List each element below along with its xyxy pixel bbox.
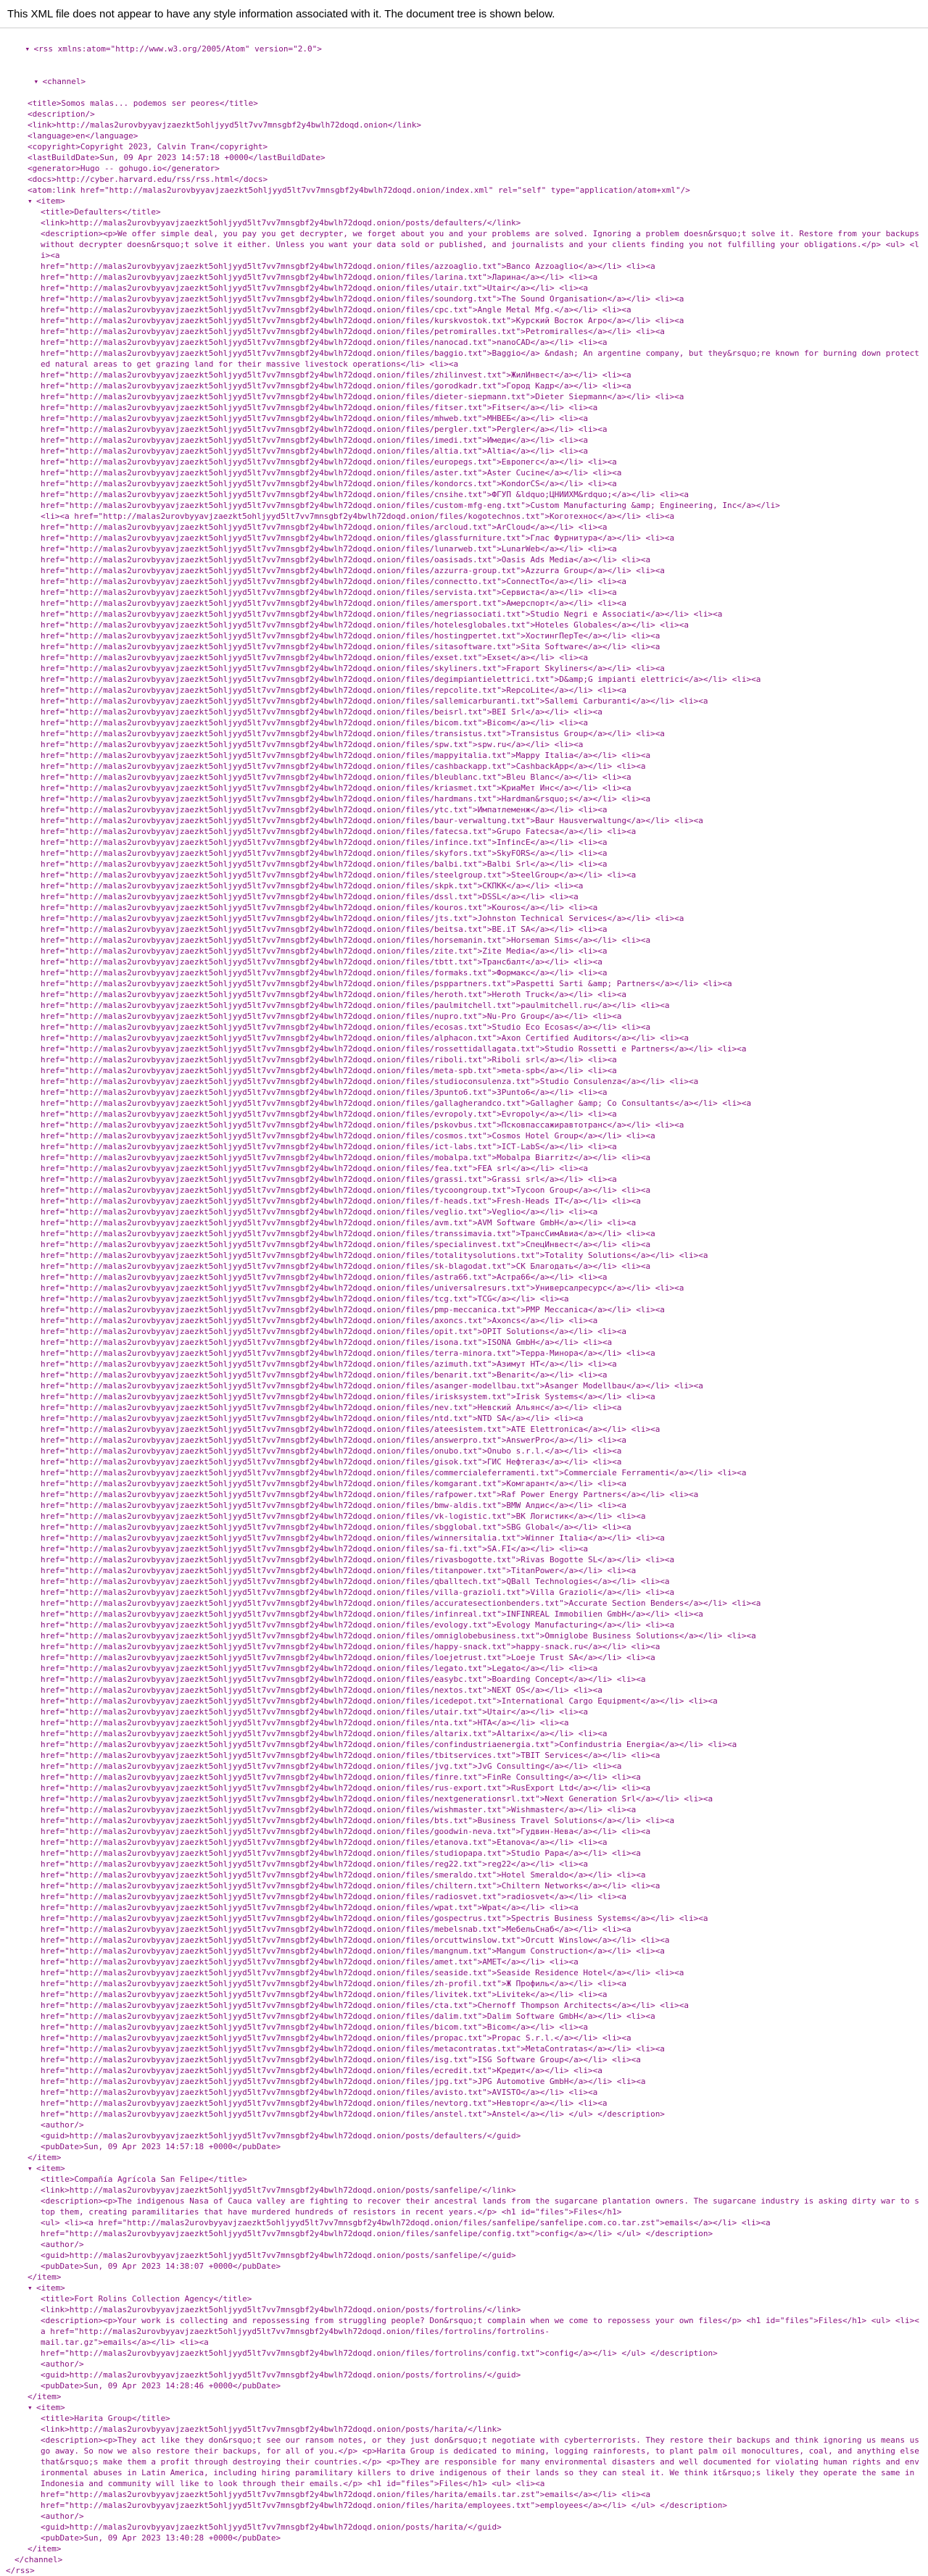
- collapse-toggle-icon[interactable]: ▾: [33, 77, 39, 86]
- description-line: href="http://malas2urovbyyavjzaezkt5ohljyyd5lt7vv7mnsgbf2y4bwlh72doqd.onion/files/skpk.txt">СКПКК</a></li> <li><a: [41, 881, 584, 891]
- description-line: href="http://malas2urovbyyavjzaezkt5ohljyyd5lt7vv7mnsgbf2y4bwlh72doqd.onion/files/answerpro.txt">AnswerPro</a></li> <li><a: [41, 1435, 626, 1445]
- description-line: href="http://malas2urovbyyavjzaezkt5ohljyyd5lt7vv7mnsgbf2y4bwlh72doqd.onion/files/nupro.txt">Nu-Pro Group</a></li> <li><a: [41, 1012, 622, 1021]
- description-line: href="http://malas2urovbyyavjzaezkt5ohljyyd5lt7vv7mnsgbf2y4bwlh72doqd.onion/files/mobalpa.txt">Mobalpa Biarritz</a></li> <li><a: [41, 1153, 651, 1162]
- description-line: href="http://malas2urovbyyavjzaezkt5ohljyyd5lt7vv7mnsgbf2y4bwlh72doqd.onion/files/isg.txt">ISG Software Group</a></li> <li><a: [41, 2055, 641, 2064]
- description-line: href="http://malas2urovbyyavjzaezkt5ohljyyd5lt7vv7mnsgbf2y4bwlh72doqd.onion/files/kriasmet.txt">КриаМет Инс</a></li> <li><a: [41, 783, 631, 793]
- description-line: href="http://malas2urovbyyavjzaezkt5ohljyyd5lt7vv7mnsgbf2y4bwlh72doqd.onion/files/dieter-siepmann.txt">Dieter Siepmann</a></li> <li><a: [41, 392, 684, 401]
- description-line: href="http://malas2urovbyyavjzaezkt5ohljyyd5lt7vv7mnsgbf2y4bwlh72doqd.onion/files/seaside.txt">Seaside Residence Hotel</a></li> <li><a: [41, 1968, 684, 1977]
- channel-copyright: <copyright>Copyright 2023, Calvin Tran</copyright>: [28, 142, 268, 151]
- description-line: href="http://malas2urovbyyavjzaezkt5ohljyyd5lt7vv7mnsgbf2y4bwlh72doqd.onion/files/infinreal.txt">INFINREAL Immobilien GmbH</a></li> <li><a: [41, 1609, 703, 1619]
- item-description: [41, 228, 922, 2119]
- description-line: href="http://malas2urovbyyavjzaezkt5ohljyyd5lt7vv7mnsgbf2y4bwlh72doqd.onion/files/kouros.txt">Kouros</a></li> <li><a: [41, 903, 598, 912]
- description-line: href="http://malas2urovbyyavjzaezkt5ohljyyd5lt7vv7mnsgbf2y4bwlh72doqd.onion/files/avisto.txt">AVISTO</a></li> <li><a: [41, 2088, 598, 2097]
- description-line: href="http://malas2urovbyyavjzaezkt5ohljyyd5lt7vv7mnsgbf2y4bwlh72doqd.onion/files/harita/employees.txt">employees</a></li> </ul> </description>: [41, 2501, 728, 2510]
- description-line: href="http://malas2urovbyyavjzaezkt5ohljyyd5lt7vv7mnsgbf2y4bwlh72doqd.onion/files/reg22.txt">reg22</a></li> <li><a: [41, 1859, 588, 1869]
- item-open-tag: <item>: [36, 2283, 65, 2293]
- description-line: href="http://malas2urovbyyavjzaezkt5ohljyyd5lt7vv7mnsgbf2y4bwlh72doqd.onion/files/spw.txt">spw.ru</a></li> <li><a: [41, 740, 584, 749]
- feed-item: [6, 2163, 922, 2283]
- description-line: href="http://malas2urovbyyavjzaezkt5ohljyyd5lt7vv7mnsgbf2y4bwlh72doqd.onion/files/tcg.txt">TCG</a></li> <li><a: [41, 1294, 569, 1304]
- description-line: href="http://malas2urovbyyavjzaezkt5ohljyyd5lt7vv7mnsgbf2y4bwlh72doqd.onion/files/tbitservices.txt">TBIT Services</a></li> <li><a: [41, 1751, 660, 1760]
- description-line: href="http://malas2urovbyyavjzaezkt5ohljyyd5lt7vv7mnsgbf2y4bwlh72doqd.onion/files/lunarweb.txt">LunarWeb</a></li> <li><a: [41, 544, 617, 554]
- description-line: href="http://malas2urovbyyavjzaezkt5ohljyyd5lt7vv7mnsgbf2y4bwlh72doqd.onion/files/cashbackapp.txt">CashbackApp</a></li> <li><a: [41, 762, 646, 771]
- items-container: [6, 196, 922, 2554]
- description-line: href="http://malas2urovbyyavjzaezkt5ohljyyd5lt7vv7mnsgbf2y4bwlh72doqd.onion/files/cpc.txt">Angle Metal Mfg.</a></li> <li><a: [41, 305, 631, 314]
- description-line: href="http://malas2urovbyyavjzaezkt5ohljyyd5lt7vv7mnsgbf2y4bwlh72doqd.onion/files/bleublanc.txt">Bleu Blanc</a></li> <li><a: [41, 772, 631, 782]
- description-line: href="http://malas2urovbyyavjzaezkt5ohljyyd5lt7vv7mnsgbf2y4bwlh72doqd.onion/files/petromiralles.txt">Petromiralles</a></li> <li><a: [41, 327, 665, 336]
- description-line: href="http://malas2urovbyyavjzaezkt5ohljyyd5lt7vv7mnsgbf2y4bwlh72doqd.onion/files/exset.txt">Exset</a></li> <li><a: [41, 653, 588, 662]
- description-line: href="http://malas2urovbyyavjzaezkt5ohljyyd5lt7vv7mnsgbf2y4bwlh72doqd.onion/files/ateesistem.txt">ATE Elettronica</a></li> <li><a: [41, 1425, 660, 1434]
- description-line: href="http://malas2urovbyyavjzaezkt5ohljyyd5lt7vv7mnsgbf2y4bwlh72doqd.onion/files/wishmaster.txt">Wishmaster</a></li> <li><a: [41, 1805, 637, 1814]
- description-line: href="http://malas2urovbyyavjzaezkt5ohljyyd5lt7vv7mnsgbf2y4bwlh72doqd.onion/files/riboli.txt">Riboli srl</a></li> <li><a: [41, 1055, 617, 1064]
- collapse-toggle-icon[interactable]: ▾: [28, 2164, 33, 2173]
- description-line: href="http://malas2urovbyyavjzaezkt5ohljyyd5lt7vv7mnsgbf2y4bwlh72doqd.onion/files/studiopapa.txt">Studio Papa</a></li> <li><a: [41, 1848, 641, 1858]
- item-title: <title>Fort Rolins Collection Agency</title>: [41, 2294, 252, 2304]
- description-line: href="http://malas2urovbyyavjzaezkt5ohljyyd5lt7vv7mnsgbf2y4bwlh72doqd.onion/files/opit.txt">OPIT Solutions</a></li> <li><a: [41, 1327, 626, 1336]
- item-open-line[interactable]: [28, 2283, 922, 2293]
- description-line: href="http://malas2urovbyyavjzaezkt5ohljyyd5lt7vv7mnsgbf2y4bwlh72doqd.onion/files/mebelsnab.txt">МебельСнаб</a></li> <li><a: [41, 1925, 631, 1934]
- description-line: href="http://malas2urovbyyavjzaezkt5ohljyyd5lt7vv7mnsgbf2y4bwlh72doqd.onion/files/specialinvest.txt">СпецИнвест</a></li> <li><a: [41, 1240, 651, 1249]
- description-line: href="http://malas2urovbyyavjzaezkt5ohljyyd5lt7vv7mnsgbf2y4bwlh72doqd.onion/files/happy-snack.txt">happy-snack.ru</a></li> <li><a: [41, 1642, 660, 1651]
- description-line: href="http://malas2urovbyyavjzaezkt5ohljyyd5lt7vv7mnsgbf2y4bwlh72doqd.onion/files/dalim.txt">Dalim Software GmbH</a></li> <li><a: [41, 2012, 655, 2021]
- item-pub-date: <pubDate>Sun, 09 Apr 2023 13:40:28 +0000</pubDate>: [41, 2533, 281, 2543]
- description-line: <li><a href="http://malas2urovbyyavjzaezkt5ohljyyd5lt7vv7mnsgbf2y4bwlh72doqd.onion/files/kogotechnos.txt">Коготехнос</a></li> <li><a: [41, 512, 675, 521]
- description-line: href="http://malas2urovbyyavjzaezkt5ohljyyd5lt7vv7mnsgbf2y4bwlh72doqd.onion/files/horsemanin.txt">Horseman Sims</a></li> <li><a: [41, 935, 651, 945]
- rss-open-tag: <rss xmlns:atom="http://www.w3.org/2005/Atom" version="2.0">: [33, 44, 322, 54]
- item-title: <title>Harita Group</title>: [41, 2414, 170, 2423]
- description-line: href="http://malas2urovbyyavjzaezkt5ohljyyd5lt7vv7mnsgbf2y4bwlh72doqd.onion/files/irisksystem.txt">Irisk Systems</a></li> <li><a: [41, 1392, 655, 1401]
- description-line: href="http://malas2urovbyyavjzaezkt5ohljyyd5lt7vv7mnsgbf2y4bwlh72doqd.onion/files/cosmos.txt">Cosmos Hotel Group</a></li> <li><a: [41, 1131, 655, 1141]
- description-line: href="http://malas2urovbyyavjzaezkt5ohljyyd5lt7vv7mnsgbf2y4bwlh72doqd.onion/files/smeraldo.txt">Hotel Smeraldo</a></li> <li><a: [41, 1870, 646, 1880]
- description-line: href="http://malas2urovbyyavjzaezkt5ohljyyd5lt7vv7mnsgbf2y4bwlh72doqd.onion/files/formaks.txt">Формакс</a></li> <li><a: [41, 968, 608, 978]
- description-line: href="http://malas2urovbyyavjzaezkt5ohljyyd5lt7vv7mnsgbf2y4bwlh72doqd.onion/files/pergler.txt">Pergler</a></li> <li><a: [41, 425, 608, 434]
- description-line: href="http://malas2urovbyyavjzaezkt5ohljyyd5lt7vv7mnsgbf2y4bwlh72doqd.onion/files/mangnum.txt">Mangum Construction</a></li> <li><a: [41, 1946, 665, 1956]
- description-line: href="http://malas2urovbyyavjzaezkt5ohljyyd5lt7vv7mnsgbf2y4bwlh72doqd.onion/files/nevtorg.txt">Невторг</a></li> <li><a: [41, 2098, 608, 2108]
- description-line: href="http://malas2urovbyyavjzaezkt5ohljyyd5lt7vv7mnsgbf2y4bwlh72doqd.onion/files/custom-mfg-eng.txt">Custom Manufacturing &amp; Engineering, Inc</a></li>: [41, 501, 780, 510]
- xml-document-tree: [0, 28, 928, 2576]
- description-line: href="http://malas2urovbyyavjzaezkt5ohljyyd5lt7vv7mnsgbf2y4bwlh72doqd.onion/files/heroth.txt">Heroth Truck</a></li> <li><a: [41, 990, 626, 999]
- description-line: href="http://malas2urovbyyavjzaezkt5ohljyyd5lt7vv7mnsgbf2y4bwlh72doqd.onion/files/psppartners.txt">Paspetti Sarti &amp; Partners</a></li> <li><a: [41, 979, 732, 988]
- description-line: href="http://malas2urovbyyavjzaezkt5ohljyyd5lt7vv7mnsgbf2y4bwlh72doqd.onion/files/icedepot.txt">International Cargo Equipment</a></li> <li><a: [41, 1696, 718, 1706]
- description-line: href="http://malas2urovbyyavjzaezkt5ohljyyd5lt7vv7mnsgbf2y4bwlh72doqd.onion/files/studioconsulenza.txt">Studio Consulenza</a></li> <li><a: [41, 1077, 699, 1086]
- description-line: href="http://malas2urovbyyavjzaezkt5ohljyyd5lt7vv7mnsgbf2y4bwlh72doqd.onion/files/qballtech.txt">QBall Technologies</a></li> <li><a: [41, 1577, 670, 1586]
- description-line: href="http://malas2urovbyyavjzaezkt5ohljyyd5lt7vv7mnsgbf2y4bwlh72doqd.onion/files/ntd.txt">NTD SA</a></li> <li><a: [41, 1414, 584, 1423]
- item-open-tag: <item>: [36, 2164, 65, 2173]
- channel-close-tag: </channel>: [14, 2555, 63, 2564]
- description-line: href="http://malas2urovbyyavjzaezkt5ohljyyd5lt7vv7mnsgbf2y4bwlh72doqd.onion/files/jpg.txt">JPG Automotive GmbH</a></li> <li><a: [41, 2077, 646, 2086]
- description-line: href="http://malas2urovbyyavjzaezkt5ohljyyd5lt7vv7mnsgbf2y4bwlh72doqd.onion/files/infince.txt">InfincE</a></li> <li><a: [41, 838, 608, 847]
- description-line: href="http://malas2urovbyyavjzaezkt5ohljyyd5lt7vv7mnsgbf2y4bwlh72doqd.onion/files/larina.txt">Ларина</a></li> <li><a: [41, 272, 598, 282]
- item-guid: <guid>http://malas2urovbyyavjzaezkt5ohljyyd5lt7vv7mnsgbf2y4bwlh72doqd.onion/posts/sanfelipe/</guid>: [41, 2251, 516, 2260]
- description-line: href="http://malas2urovbyyavjzaezkt5ohljyyd5lt7vv7mnsgbf2y4bwlh72doqd.onion/files/f-heads.txt">Fresh-Heads IT</a></li> <li><a: [41, 1196, 641, 1206]
- item-author: <author/>: [41, 2240, 84, 2249]
- description-line: href="http://malas2urovbyyavjzaezkt5ohljyyd5lt7vv7mnsgbf2y4bwlh72doqd.onion/files/totalitysolutions.txt">Totality Solutions</a></li> <li><a: [41, 1251, 708, 1260]
- description-line: href="http://malas2urovbyyavjzaezkt5ohljyyd5lt7vv7mnsgbf2y4bwlh72doqd.onion/files/tbtt.txt">Трансбалт</a></li> <li><a: [41, 957, 602, 967]
- description-line: href="http://malas2urovbyyavjzaezkt5ohljyyd5lt7vv7mnsgbf2y4bwlh72doqd.onion/files/evropoly.txt">Evropoly</a></li> <li><a: [41, 1109, 617, 1119]
- description-line: href="http://malas2urovbyyavjzaezkt5ohljyyd5lt7vv7mnsgbf2y4bwlh72doqd.onion/files/baggio.txt">Baggio</a> &ndash; An argentine company, but they&rsquo;re known for burning down protected natural areas to get grazing land for their massive livestock operations</li> <li><a: [41, 349, 919, 369]
- channel-link: <link>http://malas2urovbyyavjzaezkt5ohljyyd5lt7vv7mnsgbf2y4bwlh72doqd.onion</link>: [28, 120, 422, 130]
- description-line: href="http://malas2urovbyyavjzaezkt5ohljyyd5lt7vv7mnsgbf2y4bwlh72doqd.onion/files/rafpower.txt">Raf Power Energy Partners</a></li> <li><a: [41, 1490, 699, 1499]
- description-line: href="http://malas2urovbyyavjzaezkt5ohljyyd5lt7vv7mnsgbf2y4bwlh72doqd.onion/files/grassi.txt">Grassi srl</a></li> <li><a: [41, 1175, 617, 1184]
- description-line: href="http://malas2urovbyyavjzaezkt5ohljyyd5lt7vv7mnsgbf2y4bwlh72doqd.onion/files/livitek.txt">Livitek</a></li> <li><a: [41, 1990, 608, 1999]
- description-line: href="http://malas2urovbyyavjzaezkt5ohljyyd5lt7vv7mnsgbf2y4bwlh72doqd.onion/files/hostingpertet.txt">ХостингПерТе</a></li> <li><a: [41, 631, 660, 641]
- description-line: href="http://malas2urovbyyavjzaezkt5ohljyyd5lt7vv7mnsgbf2y4bwlh72doqd.onion/files/hardmans.txt">Hardman&rsquo;s</a></li> <li><a: [41, 794, 651, 804]
- description-line: <description><p>Your work is collecting and repossessing from struggling people? Don&rsquo;t complain when we come to repossess your own files</p> <h1 id="files">Files</h1> <ul> <li><a href="http://malas2urovbyyavjzaezkt5ohljyyd5lt7vv7mnsgbf2y4bwlh72doqd.onion/files/fortrolins/fortrolins-: [41, 2316, 919, 2336]
- description-line: href="http://malas2urovbyyavjzaezkt5ohljyyd5lt7vv7mnsgbf2y4bwlh72doqd.onion/files/beisrl.txt">BEI Srl</a></li> <li><a: [41, 707, 602, 717]
- description-line: href="http://malas2urovbyyavjzaezkt5ohljyyd5lt7vv7mnsgbf2y4bwlh72doqd.onion/files/rus-export.txt">RusExport Ltd</a></li> <li><a: [41, 1783, 651, 1793]
- description-line: href="http://malas2urovbyyavjzaezkt5ohljyyd5lt7vv7mnsgbf2y4bwlh72doqd.onion/files/zite.txt">Zite Media</a></li> <li><a: [41, 946, 608, 956]
- item-description: [41, 2196, 922, 2239]
- channel-description: <description/>: [28, 109, 95, 119]
- description-line: href="http://malas2urovbyyavjzaezkt5ohljyyd5lt7vv7mnsgbf2y4bwlh72doqd.onion/files/isona.txt">ISONA GmbH</a></li> <li><a: [41, 1338, 613, 1347]
- description-line: href="http://malas2urovbyyavjzaezkt5ohljyyd5lt7vv7mnsgbf2y4bwlh72doqd.onion/files/imedi.txt">Имеди</a></li> <li><a: [41, 435, 588, 445]
- description-line: href="http://malas2urovbyyavjzaezkt5ohljyyd5lt7vv7mnsgbf2y4bwlh72doqd.onion/files/ict-labs.txt">ICT-LabS</a></li> <li><a: [41, 1142, 617, 1151]
- item-close-tag: </item>: [28, 2272, 62, 2282]
- description-line: href="http://malas2urovbyyavjzaezkt5ohljyyd5lt7vv7mnsgbf2y4bwlh72doqd.onion/files/utair.txt">Utair</a></li> <li><a: [41, 283, 588, 293]
- description-line: href="http://malas2urovbyyavjzaezkt5ohljyyd5lt7vv7mnsgbf2y4bwlh72doqd.onion/files/finre.txt">FinRe Consulting</a></li> <li><a: [41, 1772, 641, 1782]
- item-pub-date: <pubDate>Sun, 09 Apr 2023 14:57:18 +0000</pubDate>: [41, 2142, 281, 2151]
- description-line: href="http://malas2urovbyyavjzaezkt5ohljyyd5lt7vv7mnsgbf2y4bwlh72doqd.onion/files/bmw-aldis.txt">BMW Алдис</a></li> <li><a: [41, 1501, 626, 1510]
- description-line: href="http://malas2urovbyyavjzaezkt5ohljyyd5lt7vv7mnsgbf2y4bwlh72doqd.onion/files/amet.txt">AMET</a></li> <li><a: [41, 1957, 579, 1967]
- description-line: href="http://malas2urovbyyavjzaezkt5ohljyyd5lt7vv7mnsgbf2y4bwlh72doqd.onion/files/nta.txt">НТА</a></li> <li><a: [41, 1718, 569, 1727]
- item-open-line[interactable]: [28, 196, 922, 207]
- channel-open-tag: <channel>: [42, 77, 86, 86]
- description-line: <description><p>We offer simple deal, you pay you get decrypter, we forget about you and your problems are solved. Ignoring a problem doesn&rsquo;t solve it. Restore from your backups without decrypter doesn&rsquo;t solve it either. Unless you want your data sold or published, and journalists and your clients finding you not fulfilling your obligations.</p> <ul> <li><a: [41, 229, 924, 260]
- description-line: href="http://malas2urovbyyavjzaezkt5ohljyyd5lt7vv7mnsgbf2y4bwlh72doqd.onion/files/ecredit.txt">Кредит</a></li> <li><a: [41, 2066, 602, 2075]
- item-title: <title>Compañía Agrícola San Felipe</title>: [41, 2175, 247, 2184]
- item-guid: <guid>http://malas2urovbyyavjzaezkt5ohljyyd5lt7vv7mnsgbf2y4bwlh72doqd.onion/posts/harita/</guid>: [41, 2522, 502, 2532]
- description-line: href="http://malas2urovbyyavjzaezkt5ohljyyd5lt7vv7mnsgbf2y4bwlh72doqd.onion/files/orcuttwinslow.txt">Orcutt Winslow</a></li> <li><a: [41, 1935, 670, 1945]
- description-line: href="http://malas2urovbyyavjzaezkt5ohljyyd5lt7vv7mnsgbf2y4bwlh72doqd.onion/files/loejetrust.txt">Loeje Trust SA</a></li> <li><a: [41, 1653, 655, 1662]
- description-line: href="http://malas2urovbyyavjzaezkt5ohljyyd5lt7vv7mnsgbf2y4bwlh72doqd.onion/files/nanocad.txt">nanoCAD</a></li> <li><a: [41, 338, 608, 347]
- description-line: mail.tar.gz">emails</a></li> <li><a: [41, 2338, 209, 2347]
- description-line: href="http://malas2urovbyyavjzaezkt5ohljyyd5lt7vv7mnsgbf2y4bwlh72doqd.onion/files/nextgenerationsrl.txt">Next Generation Srl</a></li> <li><a: [41, 1794, 713, 1804]
- feed-item: [6, 196, 922, 2163]
- description-line: href="http://malas2urovbyyavjzaezkt5ohljyyd5lt7vv7mnsgbf2y4bwlh72doqd.onion/files/rivasbogotte.txt">Rivas Bogotte SL</a></li> <li><a: [41, 1555, 675, 1564]
- description-line: <description><p>They act like they don&rsquo;t see our ransom notes, or they just don&rsquo;t negotiate with cyberterrorists. They restore their backups and think ignoring us means us go away. So now we also restore their backups, for all of you.</p> <p>Harita Group is dedicated to mining, logging rainforests, to plant palm oil monocultures, coal, and anything else that&rsquo;s make them a profit through destroying their countries.</p> <p>They are responsible for many environmental disasters and well documented for violating human rights and environmental abuses in Latin America, including hiring paramilitary killers to drive indigenous of their lands so they can steal it. We think it&rsquo;s likely they operate the same in Indonesia and community will like to look through their emails.</p> <h1 id="files">Files</h1> <ul> <li><a: [41, 2435, 924, 2488]
- description-line: href="http://malas2urovbyyavjzaezkt5ohljyyd5lt7vv7mnsgbf2y4bwlh72doqd.onion/files/vk-logistic.txt">ВК Логистик</a></li> <li><a: [41, 1512, 646, 1521]
- description-line: href="http://malas2urovbyyavjzaezkt5ohljyyd5lt7vv7mnsgbf2y4bwlh72doqd.onion/files/fea.txt">FEA srl</a></li> <li><a: [41, 1164, 588, 1173]
- description-line: href="http://malas2urovbyyavjzaezkt5ohljyyd5lt7vv7mnsgbf2y4bwlh72doqd.onion/files/fitser.txt">Fitser</a></li> <li><a: [41, 403, 598, 412]
- description-line: href="http://malas2urovbyyavjzaezkt5ohljyyd5lt7vv7mnsgbf2y4bwlh72doqd.onion/files/paulmitchell.txt">paulmitchell.ru</a></li> <li><a: [41, 1001, 670, 1010]
- description-line: href="http://malas2urovbyyavjzaezkt5ohljyyd5lt7vv7mnsgbf2y4bwlh72doqd.onion/files/azzoaglio.txt">Banco Azzoaglio</a></li> <li><a: [41, 262, 655, 271]
- description-line: href="http://malas2urovbyyavjzaezkt5ohljyyd5lt7vv7mnsgbf2y4bwlh72doqd.onion/files/chiltern.txt">Chiltern Networks</a></li> <li><a: [41, 1881, 660, 1891]
- description-line: href="http://malas2urovbyyavjzaezkt5ohljyyd5lt7vv7mnsgbf2y4bwlh72doqd.onion/files/mhweb.txt">МНВЕБ</a></li> <li><a: [41, 414, 588, 423]
- description-line: href="http://malas2urovbyyavjzaezkt5ohljyyd5lt7vv7mnsgbf2y4bwlh72doqd.onion/files/hotelesglobales.txt">Hoteles Globales</a></li> <li><a: [41, 620, 689, 630]
- description-line: href="http://malas2urovbyyavjzaezkt5ohljyyd5lt7vv7mnsgbf2y4bwlh72doqd.onion/files/jts.txt">Johnston Technical Services</a></li> <li><a: [41, 914, 684, 923]
- description-line: href="http://malas2urovbyyavjzaezkt5ohljyyd5lt7vv7mnsgbf2y4bwlh72doqd.onion/files/harita/emails.tar.zst">emails</a></li> <li><a: [41, 2490, 651, 2499]
- description-line: href="http://malas2urovbyyavjzaezkt5ohljyyd5lt7vv7mnsgbf2y4bwlh72doqd.onion/files/alphacon.txt">Axon Certified Auditors</a></li> <li><a: [41, 1033, 689, 1043]
- channel-language: <language>en</language>: [28, 131, 138, 141]
- description-line: href="http://malas2urovbyyavjzaezkt5ohljyyd5lt7vv7mnsgbf2y4bwlh72doqd.onion/files/degimpiantielettrici.txt">D&amp;G impianti elettrici</a></li> <li><a: [41, 675, 761, 684]
- description-line: href="http://malas2urovbyyavjzaezkt5ohljyyd5lt7vv7mnsgbf2y4bwlh72doqd.onion/files/anstel.txt">Anstel</a></li> </ul> </description>: [41, 2109, 665, 2119]
- item-close-tag: </item>: [28, 2153, 62, 2162]
- collapse-toggle-icon[interactable]: ▾: [25, 44, 30, 54]
- description-line: href="http://malas2urovbyyavjzaezkt5ohljyyd5lt7vv7mnsgbf2y4bwlh72doqd.onion/files/kondorcs.txt">KondorCS</a></li> <li><a: [41, 479, 617, 488]
- description-line: href="http://malas2urovbyyavjzaezkt5ohljyyd5lt7vv7mnsgbf2y4bwlh72doqd.onion/files/terra-minora.txt">Терра-Минора</a></li> <li><a: [41, 1349, 655, 1358]
- description-line: href="http://malas2urovbyyavjzaezkt5ohljyyd5lt7vv7mnsgbf2y4bwlh72doqd.onion/files/servista.txt">Сервиста</a></li> <li><a: [41, 588, 617, 597]
- description-line: href="http://malas2urovbyyavjzaezkt5ohljyyd5lt7vv7mnsgbf2y4bwlh72doqd.onion/files/winnersitalia.txt">Winner Italia</a></li> <li><a: [41, 1533, 665, 1543]
- description-line: href="http://malas2urovbyyavjzaezkt5ohljyyd5lt7vv7mnsgbf2y4bwlh72doqd.onion/files/komgarant.txt">Комгарант</a></li> <li><a: [41, 1479, 626, 1488]
- item-open-tag: <item>: [36, 2403, 65, 2412]
- description-line: href="http://malas2urovbyyavjzaezkt5ohljyyd5lt7vv7mnsgbf2y4bwlh72doqd.onion/files/nev.txt">Невский Альянс</a></li> <li><a: [41, 1403, 622, 1412]
- description-line: href="http://malas2urovbyyavjzaezkt5ohljyyd5lt7vv7mnsgbf2y4bwlh72doqd.onion/files/propac.txt">Propac S.r.l.</a></li> <li><a: [41, 2033, 631, 2043]
- description-line: href="http://malas2urovbyyavjzaezkt5ohljyyd5lt7vv7mnsgbf2y4bwlh72doqd.onion/files/skyliners.txt">Fraport Skyliners</a></li> <li><a: [41, 664, 665, 673]
- description-line: href="http://malas2urovbyyavjzaezkt5ohljyyd5lt7vv7mnsgbf2y4bwlh72doqd.onion/files/arcloud.txt">ArCloud</a></li> <li><a: [41, 522, 608, 532]
- description-line: href="http://malas2urovbyyavjzaezkt5ohljyyd5lt7vv7mnsgbf2y4bwlh72doqd.onion/files/radiosvet.txt">radiosvet</a></li> <li><a: [41, 1892, 626, 1901]
- description-line: href="http://malas2urovbyyavjzaezkt5ohljyyd5lt7vv7mnsgbf2y4bwlh72doqd.onion/files/gisok.txt">ГИС Нефтегаз</a></li> <li><a: [41, 1457, 622, 1467]
- description-line: href="http://malas2urovbyyavjzaezkt5ohljyyd5lt7vv7mnsgbf2y4bwlh72doqd.onion/files/kurskvostok.txt">Курский Восток Агро</a></li> <li><a: [41, 316, 684, 325]
- item-link: <link>http://malas2urovbyyavjzaezkt5ohljyyd5lt7vv7mnsgbf2y4bwlh72doqd.onion/posts/defaulters/</link>: [41, 218, 521, 228]
- description-line: href="http://malas2urovbyyavjzaezkt5ohljyyd5lt7vv7mnsgbf2y4bwlh72doqd.onion/files/repcolite.txt">RepcoLite</a></li> <li><a: [41, 685, 626, 695]
- description-line: href="http://malas2urovbyyavjzaezkt5ohljyyd5lt7vv7mnsgbf2y4bwlh72doqd.onion/files/utair.txt">Utair</a></li> <li><a: [41, 1707, 588, 1717]
- description-line: href="http://malas2urovbyyavjzaezkt5ohljyyd5lt7vv7mnsgbf2y4bwlh72doqd.onion/files/amersport.txt">Амерспорт</a></li> <li><a: [41, 599, 626, 608]
- description-line: href="http://malas2urovbyyavjzaezkt5ohljyyd5lt7vv7mnsgbf2y4bwlh72doqd.onion/files/bicom.txt">Bicom</a></li> <li><a: [41, 718, 588, 728]
- description-line: href="http://malas2urovbyyavjzaezkt5ohljyyd5lt7vv7mnsgbf2y4bwlh72doqd.onion/files/jvg.txt">JvG Consulting</a></li> <li><a: [41, 1762, 622, 1771]
- description-line: href="http://malas2urovbyyavjzaezkt5ohljyyd5lt7vv7mnsgbf2y4bwlh72doqd.onion/files/easybc.txt">Boarding Concept</a></li> <li><a: [41, 1675, 646, 1684]
- description-line: href="http://malas2urovbyyavjzaezkt5ohljyyd5lt7vv7mnsgbf2y4bwlh72doqd.onion/files/oasisads.txt">Oasis Ads Media</a></li> <li><a: [41, 555, 651, 564]
- channel-generator: <generator>Hugo -- gohugo.io</generator>: [28, 164, 220, 173]
- description-line: href="http://malas2urovbyyavjzaezkt5ohljyyd5lt7vv7mnsgbf2y4bwlh72doqd.onion/files/veglio.txt">Veglio</a></li> <li><a: [41, 1207, 598, 1217]
- item-author: <author/>: [41, 2512, 84, 2521]
- rss-open-line[interactable]: [6, 33, 922, 65]
- description-line: href="http://malas2urovbyyavjzaezkt5ohljyyd5lt7vv7mnsgbf2y4bwlh72doqd.onion/files/aster.txt">Aster Cucine</a></li> <li><a: [41, 468, 622, 478]
- item-close-tag: </item>: [28, 2392, 62, 2401]
- channel-atom-link: <atom:link href="http://malas2urovbyyavjzaezkt5ohljyyd5lt7vv7mnsgbf2y4bwlh72doqd.onion/index.xml" rel="self" type="application/atom+xml"/>: [28, 186, 690, 195]
- description-line: href="http://malas2urovbyyavjzaezkt5ohljyyd5lt7vv7mnsgbf2y4bwlh72doqd.onion/files/mappyitalia.txt">Mappy Italia</a></li> <li><a: [41, 751, 651, 760]
- description-line: href="http://malas2urovbyyavjzaezkt5ohljyyd5lt7vv7mnsgbf2y4bwlh72doqd.onion/files/sitasoftware.txt">Sita Software</a></li> <li><a: [41, 642, 660, 651]
- item-pub-date: <pubDate>Sun, 09 Apr 2023 14:28:46 +0000</pubDate>: [41, 2381, 281, 2390]
- description-line: href="http://malas2urovbyyavjzaezkt5ohljyyd5lt7vv7mnsgbf2y4bwlh72doqd.onion/files/beitsa.txt">BE.iT SA</a></li> <li><a: [41, 925, 608, 934]
- description-line: <description><p>The indigenous Nasa of Cauca valley are fighting to recover their ancestral lands from the sugarcane plantation owners. The sugarcane industry is asking dirty war to stop them, creating paramilitaries that have murdered hundreds of resistors in recent years.</p> <h1 id="files">Files</h1>: [41, 2196, 919, 2217]
- description-line: href="http://malas2urovbyyavjzaezkt5ohljyyd5lt7vv7mnsgbf2y4bwlh72doqd.onion/files/baur-verwaltung.txt">Baur Hausverwaltung</a></li> <li><a: [41, 816, 703, 825]
- item-open-line[interactable]: [28, 2163, 922, 2174]
- no-style-notice: This XML file does not appear to have any style information associated with it. The document tree is shown below.: [0, 0, 928, 28]
- description-line: href="http://malas2urovbyyavjzaezkt5ohljyyd5lt7vv7mnsgbf2y4bwlh72doqd.onion/files/legato.txt">Legato</a></li> <li><a: [41, 1664, 598, 1673]
- description-line: href="http://malas2urovbyyavjzaezkt5ohljyyd5lt7vv7mnsgbf2y4bwlh72doqd.onion/files/evology.txt">Evology Manufacturing</a></li> <li><a: [41, 1620, 675, 1630]
- description-line: href="http://malas2urovbyyavjzaezkt5ohljyyd5lt7vv7mnsgbf2y4bwlh72doqd.onion/files/bicom.txt">Bicom</a></li> <li><a: [41, 2022, 588, 2032]
- channel-title: <title>Somos malas... podemos ser peores</title>: [28, 99, 258, 108]
- description-line: href="http://malas2urovbyyavjzaezkt5ohljyyd5lt7vv7mnsgbf2y4bwlh72doqd.onion/files/sk-blagodat.txt">СК Благодать</a></li> <li><a: [41, 1262, 651, 1271]
- feed-item: [6, 2283, 922, 2402]
- item-link: <link>http://malas2urovbyyavjzaezkt5ohljyyd5lt7vv7mnsgbf2y4bwlh72doqd.onion/posts/harita/</link>: [41, 2425, 502, 2434]
- description-line: href="http://malas2urovbyyavjzaezkt5ohljyyd5lt7vv7mnsgbf2y4bwlh72doqd.onion/files/onubo.txt">Onubo s.r.l.</a></li> <li><a: [41, 1446, 622, 1456]
- description-line: href="http://malas2urovbyyavjzaezkt5ohljyyd5lt7vv7mnsgbf2y4bwlh72doqd.onion/files/fatecsa.txt">Grupo Fatecsa</a></li> <li><a: [41, 827, 637, 836]
- description-line: href="http://malas2urovbyyavjzaezkt5ohljyyd5lt7vv7mnsgbf2y4bwlh72doqd.onion/files/astra66.txt">Астра66</a></li> <li><a: [41, 1272, 608, 1282]
- description-line: href="http://malas2urovbyyavjzaezkt5ohljyyd5lt7vv7mnsgbf2y4bwlh72doqd.onion/files/sallemicarburanti.txt">Sallemi Carburanti</a></li> <li><a: [41, 696, 708, 706]
- description-line: href="http://malas2urovbyyavjzaezkt5ohljyyd5lt7vv7mnsgbf2y4bwlh72doqd.onion/files/transistus.txt">Transistus Group</a></li> <li><a: [41, 729, 665, 738]
- collapse-toggle-icon[interactable]: ▾: [28, 2283, 33, 2293]
- description-line: href="http://malas2urovbyyavjzaezkt5ohljyyd5lt7vv7mnsgbf2y4bwlh72doqd.onion/files/omniglobebusiness.txt">Omniglobe Business Solutions</a></li> <li><a: [41, 1631, 756, 1641]
- description-line: href="http://malas2urovbyyavjzaezkt5ohljyyd5lt7vv7mnsgbf2y4bwlh72doqd.onion/files/skyfors.txt">SkyFORS</a></li> <li><a: [41, 849, 608, 858]
- item-description: [41, 2435, 922, 2511]
- feed-item: [6, 2402, 922, 2554]
- description-line: href="http://malas2urovbyyavjzaezkt5ohljyyd5lt7vv7mnsgbf2y4bwlh72doqd.onion/files/3punto6.txt">3Punto6</a></li> <li><a: [41, 1088, 608, 1097]
- description-line: href="http://malas2urovbyyavjzaezkt5ohljyyd5lt7vv7mnsgbf2y4bwlh72doqd.onion/files/connectto.txt">ConnectTo</a></li> <li><a: [41, 577, 626, 586]
- description-line: href="http://malas2urovbyyavjzaezkt5ohljyyd5lt7vv7mnsgbf2y4bwlh72doqd.onion/files/dssl.txt">DSSL</a></li> <li><a: [41, 892, 579, 901]
- description-line: href="http://malas2urovbyyavjzaezkt5ohljyyd5lt7vv7mnsgbf2y4bwlh72doqd.onion/files/fortrolins/config.txt">config</a></li> </ul> </description>: [41, 2348, 718, 2358]
- description-line: href="http://malas2urovbyyavjzaezkt5ohljyyd5lt7vv7mnsgbf2y4bwlh72doqd.onion/files/ytc.txt">Импатлеменж</a></li> <li><a: [41, 805, 608, 814]
- description-line: href="http://malas2urovbyyavjzaezkt5ohljyyd5lt7vv7mnsgbf2y4bwlh72doqd.onion/files/zhilinvest.txt">ЖилИнвест</a></li> <li><a: [41, 370, 631, 380]
- item-close-tag: </item>: [28, 2544, 62, 2554]
- description-line: href="http://malas2urovbyyavjzaezkt5ohljyyd5lt7vv7mnsgbf2y4bwlh72doqd.onion/files/azimuth.txt">Азимут НТ</a></li> <li><a: [41, 1359, 617, 1369]
- description-line: href="http://malas2urovbyyavjzaezkt5ohljyyd5lt7vv7mnsgbf2y4bwlh72doqd.onion/files/benarit.txt">Benarit</a></li> <li><a: [41, 1370, 608, 1380]
- item-author: <author/>: [41, 2120, 84, 2130]
- collapse-toggle-icon[interactable]: ▾: [28, 2403, 33, 2412]
- item-description: [41, 2315, 922, 2359]
- description-line: href="http://malas2urovbyyavjzaezkt5ohljyyd5lt7vv7mnsgbf2y4bwlh72doqd.onion/files/europegs.txt">Европегс</a></li> <li><a: [41, 457, 617, 467]
- description-line: href="http://malas2urovbyyavjzaezkt5ohljyyd5lt7vv7mnsgbf2y4bwlh72doqd.onion/files/transsimavia.txt">ТрансСимАвиа</a></li> <li><a: [41, 1229, 655, 1238]
- description-line: href="http://malas2urovbyyavjzaezkt5ohljyyd5lt7vv7mnsgbf2y4bwlh72doqd.onion/files/confindustriaenergia.txt">Confindustria Energia</a></li> <li><a: [41, 1740, 737, 1749]
- description-line: href="http://malas2urovbyyavjzaezkt5ohljyyd5lt7vv7mnsgbf2y4bwlh72doqd.onion/files/bts.txt">Business Travel Solutions</a></li> <li><a: [41, 1816, 675, 1825]
- description-line: href="http://malas2urovbyyavjzaezkt5ohljyyd5lt7vv7mnsgbf2y4bwlh72doqd.onion/files/cta.txt">Chernoff Thompson Architects</a></li> <li><a: [41, 2001, 689, 2010]
- description-line: href="http://malas2urovbyyavjzaezkt5ohljyyd5lt7vv7mnsgbf2y4bwlh72doqd.onion/files/gospectrus.txt">Spectris Business Systems</a></li> <li><a: [41, 1914, 708, 1923]
- item-pub-date: <pubDate>Sun, 09 Apr 2023 14:38:07 +0000</pubDate>: [41, 2262, 281, 2271]
- item-guid: <guid>http://malas2urovbyyavjzaezkt5ohljyyd5lt7vv7mnsgbf2y4bwlh72doqd.onion/posts/defaulters/</guid>: [41, 2131, 521, 2141]
- item-link: <link>http://malas2urovbyyavjzaezkt5ohljyyd5lt7vv7mnsgbf2y4bwlh72doqd.onion/posts/fortrolins/</link>: [41, 2305, 521, 2314]
- item-link: <link>http://malas2urovbyyavjzaezkt5ohljyyd5lt7vv7mnsgbf2y4bwlh72doqd.onion/posts/sanfelipe/</link>: [41, 2185, 516, 2195]
- description-line: href="http://malas2urovbyyavjzaezkt5ohljyyd5lt7vv7mnsgbf2y4bwlh72doqd.onion/files/glassfurniture.txt">Глас Фурнитура</a></li> <li><a: [41, 533, 675, 543]
- channel-last-build-date: <lastBuildDate>Sun, 09 Apr 2023 14:57:18 +0000</lastBuildDate>: [28, 153, 326, 162]
- description-line: href="http://malas2urovbyyavjzaezkt5ohljyyd5lt7vv7mnsgbf2y4bwlh72doqd.onion/files/avm.txt">AVM Software GmbH</a></li> <li><a: [41, 1218, 637, 1227]
- description-line: href="http://malas2urovbyyavjzaezkt5ohljyyd5lt7vv7mnsgbf2y4bwlh72doqd.onion/files/pmp-meccanica.txt">PMP Meccanica</a></li> <li><a: [41, 1305, 665, 1314]
- item-guid: <guid>http://malas2urovbyyavjzaezkt5ohljyyd5lt7vv7mnsgbf2y4bwlh72doqd.onion/posts/fortrolins/</guid>: [41, 2370, 521, 2380]
- item-open-tag: <item>: [36, 196, 65, 206]
- description-line: href="http://malas2urovbyyavjzaezkt5ohljyyd5lt7vv7mnsgbf2y4bwlh72doqd.onion/files/titanpower.txt">TitanPower</a></li> <li><a: [41, 1566, 637, 1575]
- item-open-line[interactable]: [28, 2402, 922, 2413]
- description-line: href="http://malas2urovbyyavjzaezkt5ohljyyd5lt7vv7mnsgbf2y4bwlh72doqd.onion/files/negriassociati.txt">Studio Negri e Associati</a></li> <li><a: [41, 609, 723, 619]
- description-line: href="http://malas2urovbyyavjzaezkt5ohljyyd5lt7vv7mnsgbf2y4bwlh72doqd.onion/files/cnsihe.txt">ФГУП &ldquo;ЦНИИХМ&rdquo;</a></li> <li><a: [41, 490, 689, 499]
- item-author: <author/>: [41, 2359, 84, 2369]
- description-line: href="http://malas2urovbyyavjzaezkt5ohljyyd5lt7vv7mnsgbf2y4bwlh72doqd.onion/files/universalresurs.txt">Универсалресурс</a></li> <li><a: [41, 1283, 684, 1293]
- description-line: href="http://malas2urovbyyavjzaezkt5ohljyyd5lt7vv7mnsgbf2y4bwlh72doqd.onion/files/gallagherandco.txt">Gallagher &amp; Co Consultants</a></li> <li><a: [41, 1099, 752, 1108]
- description-line: href="http://malas2urovbyyavjzaezkt5ohljyyd5lt7vv7mnsgbf2y4bwlh72doqd.onion/files/tycoongroup.txt">Tycoon Group</a></li> <li><a: [41, 1185, 651, 1195]
- description-line: href="http://malas2urovbyyavjzaezkt5ohljyyd5lt7vv7mnsgbf2y4bwlh72doqd.onion/files/sa-fi.txt">SA.FI</a></li> <li><a: [41, 1544, 588, 1554]
- channel-docs: <docs>http://cyber.harvard.edu/rss/rss.html</docs>: [28, 175, 268, 184]
- description-line: href="http://malas2urovbyyavjzaezkt5ohljyyd5lt7vv7mnsgbf2y4bwlh72doqd.onion/files/etanova.txt">Etanova</a></li> <li><a: [41, 1838, 608, 1847]
- description-line: <ul> <li><a href="http://malas2urovbyyavjzaezkt5ohljyyd5lt7vv7mnsgbf2y4bwlh72doqd.onion/files/sanfelipe/sanfelipe.com.co.tar.zst">emails</a></li> <li><a: [41, 2218, 771, 2227]
- description-line: href="http://malas2urovbyyavjzaezkt5ohljyyd5lt7vv7mnsgbf2y4bwlh72doqd.onion/files/wpat.txt">Wpat</a></li> <li><a: [41, 1903, 579, 1912]
- description-line: href="http://malas2urovbyyavjzaezkt5ohljyyd5lt7vv7mnsgbf2y4bwlh72doqd.onion/files/axoncs.txt">Axoncs</a></li> <li><a: [41, 1316, 598, 1325]
- description-line: href="http://malas2urovbyyavjzaezkt5ohljyyd5lt7vv7mnsgbf2y4bwlh72doqd.onion/files/commercialeferramenti.txt">Commerciale Ferramenti</a></li> <li><a: [41, 1468, 747, 1477]
- description-line: href="http://malas2urovbyyavjzaezkt5ohljyyd5lt7vv7mnsgbf2y4bwlh72doqd.onion/files/balbi.txt">Balbi Srl</a></li> <li><a: [41, 859, 608, 869]
- description-line: href="http://malas2urovbyyavjzaezkt5ohljyyd5lt7vv7mnsgbf2y4bwlh72doqd.onion/files/meta-spb.txt">meta-spb</a></li> <li><a: [41, 1066, 617, 1075]
- description-line: href="http://malas2urovbyyavjzaezkt5ohljyyd5lt7vv7mnsgbf2y4bwlh72doqd.onion/files/soundorg.txt">The Sound Organisation</a></li> <li><a: [41, 294, 684, 304]
- rss-close-tag: </rss>: [6, 2566, 35, 2575]
- description-line: href="http://malas2urovbyyavjzaezkt5ohljyyd5lt7vv7mnsgbf2y4bwlh72doqd.onion/files/nextos.txt">NEXT OS</a></li> <li><a: [41, 1685, 602, 1695]
- description-line: href="http://malas2urovbyyavjzaezkt5ohljyyd5lt7vv7mnsgbf2y4bwlh72doqd.onion/files/zh-profil.txt">Ж Профиль</a></li> <li><a: [41, 1979, 626, 1988]
- description-line: href="http://malas2urovbyyavjzaezkt5ohljyyd5lt7vv7mnsgbf2y4bwlh72doqd.onion/files/azzurra-group.txt">Azzurra Group</a></li> <li><a: [41, 566, 665, 575]
- description-line: href="http://malas2urovbyyavjzaezkt5ohljyyd5lt7vv7mnsgbf2y4bwlh72doqd.onion/files/villa-grazioli.txt">Villa Grazioli</a></li> <li><a: [41, 1588, 675, 1597]
- channel-open-line[interactable]: [14, 65, 922, 98]
- description-line: href="http://malas2urovbyyavjzaezkt5ohljyyd5lt7vv7mnsgbf2y4bwlh72doqd.onion/files/asanger-modellbau.txt">Asanger Modellbau</a></li> <li><a: [41, 1381, 703, 1391]
- description-line: href="http://malas2urovbyyavjzaezkt5ohljyyd5lt7vv7mnsgbf2y4bwlh72doqd.onion/files/accuratesectionbenders.txt">Accurate Section Benders</a></li> <li><a: [41, 1598, 761, 1608]
- collapse-toggle-icon[interactable]: ▾: [28, 196, 33, 206]
- description-line: href="http://malas2urovbyyavjzaezkt5ohljyyd5lt7vv7mnsgbf2y4bwlh72doqd.onion/files/steelgroup.txt">SteelGroup</a></li> <li><a: [41, 870, 637, 880]
- description-line: href="http://malas2urovbyyavjzaezkt5ohljyyd5lt7vv7mnsgbf2y4bwlh72doqd.onion/files/rossettidallagata.txt">Studio Rossetti e Partners</a></li> <li><a: [41, 1044, 747, 1054]
- description-line: href="http://malas2urovbyyavjzaezkt5ohljyyd5lt7vv7mnsgbf2y4bwlh72doqd.onion/files/gorodkadr.txt">Город Кадр</a></li> <li><a: [41, 381, 631, 391]
- description-line: href="http://malas2urovbyyavjzaezkt5ohljyyd5lt7vv7mnsgbf2y4bwlh72doqd.onion/files/altarix.txt">Altarix</a></li> <li><a: [41, 1729, 608, 1738]
- description-line: href="http://malas2urovbyyavjzaezkt5ohljyyd5lt7vv7mnsgbf2y4bwlh72doqd.onion/files/ecosas.txt">Studio Eco Ecosas</a></li> <li><a: [41, 1022, 651, 1032]
- item-title: <title>Defaulters</title>: [41, 207, 161, 217]
- description-line: href="http://malas2urovbyyavjzaezkt5ohljyyd5lt7vv7mnsgbf2y4bwlh72doqd.onion/files/metacontratas.txt">MetaContratas</a></li> <li><a: [41, 2044, 665, 2054]
- description-line: href="http://malas2urovbyyavjzaezkt5ohljyyd5lt7vv7mnsgbf2y4bwlh72doqd.onion/files/goodwin-neva.txt">Гудвин-Нева</a></li> <li><a: [41, 1827, 651, 1836]
- description-line: href="http://malas2urovbyyavjzaezkt5ohljyyd5lt7vv7mnsgbf2y4bwlh72doqd.onion/files/sanfelipe/config.txt">config</a></li> </ul> </description>: [41, 2229, 713, 2238]
- description-line: href="http://malas2urovbyyavjzaezkt5ohljyyd5lt7vv7mnsgbf2y4bwlh72doqd.onion/files/altia.txt">Altia</a></li> <li><a: [41, 446, 588, 456]
- description-line: href="http://malas2urovbyyavjzaezkt5ohljyyd5lt7vv7mnsgbf2y4bwlh72doqd.onion/files/pskovbus.txt">Псковпассажиравтотранс</a></li> <li><a: [41, 1120, 684, 1130]
- description-line: href="http://malas2urovbyyavjzaezkt5ohljyyd5lt7vv7mnsgbf2y4bwlh72doqd.onion/files/sbgglobal.txt">SBG Global</a></li> <li><a: [41, 1522, 631, 1532]
